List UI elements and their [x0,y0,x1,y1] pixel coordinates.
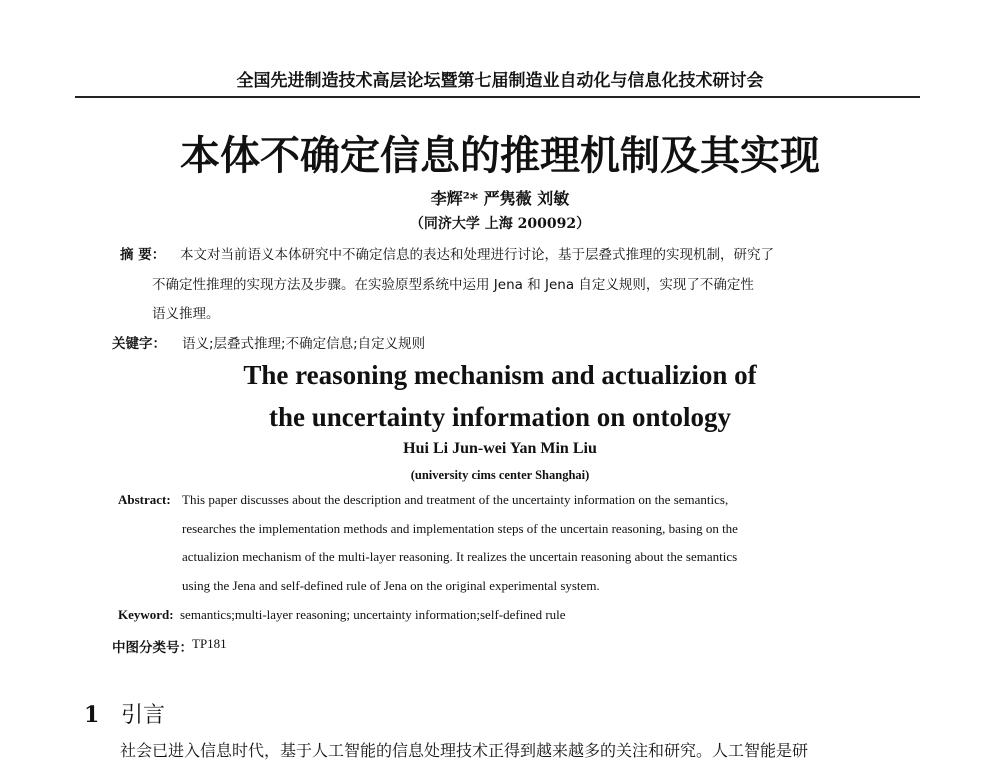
abstract-line-en: This paper discusses about the description and treatment of the uncertainty information on the semantics, [182,492,729,507]
section-number: 1 [84,702,100,728]
paper-title-cn: 本体不确定信息的推理机制及其实现 [180,133,820,179]
abstract-label-cn: 摘 要： [120,247,166,263]
abstract-line-cn: 不确定性推理的实现方法及步骤。在实验原型系统中运用 Jena 和 Jena 自定义规则，实现了不确定性 [152,277,754,293]
authors-en: Hui Li Jun-wei Yan Min Liu [403,440,597,457]
section-title: 引言 [120,703,165,728]
paper-title-en-line1: The reasoning mechanism and actualizion of [243,360,757,390]
abstract-label-en: Abstract: [118,492,171,507]
classification-value: TP181 [192,636,227,651]
classification-label: 中图分类号： [112,640,193,656]
abstract-line-en: researches the implementation methods and implementation steps of the uncertain reasoning, basing on the [182,521,738,536]
affiliation-cn: （同济大学 上海 200092） [409,216,591,232]
section-body-text: 社会已进入信息时代，基于人工智能的信息处理技术正得到越来越多的关注和研究。人工智能是研 [120,741,809,760]
abstract-line-cn: 本文对当前语义本体研究中不确定信息的表达和处理进行讨论，基于层叠式推理的实现机制，研究了 [180,247,774,263]
keywords-en: semantics;multi-layer reasoning; uncertainty information;self-defined rule [180,607,566,622]
keyword-label-en: Keyword: [118,607,174,622]
abstract-line-en: using the Jena and self-defined rule of Jena on the original experimental system. [182,578,600,593]
paper-title-en-line2: the uncertainty information on ontology [269,402,731,432]
header-rule [75,96,920,98]
conference-header: 全国先进制造技术高层论坛暨第七届制造业自动化与信息化技术研讨会 [236,71,764,91]
keywords-label-cn: 关键字： [112,336,166,352]
section-heading [84,698,165,729]
abstract-line-cn: 语义推理。 [152,306,220,322]
affiliation-en: (university cims center Shanghai) [410,468,590,482]
abstract-line-en: actualizion mechanism of the multi-layer reasoning. It realizes the uncertain reasoning about the semantics [182,549,738,564]
keywords-cn: 语义;层叠式推理;不确定信息;自定义规则 [182,336,426,352]
authors-cn: 李辉²* 严隽薇 刘敏 [430,189,570,208]
